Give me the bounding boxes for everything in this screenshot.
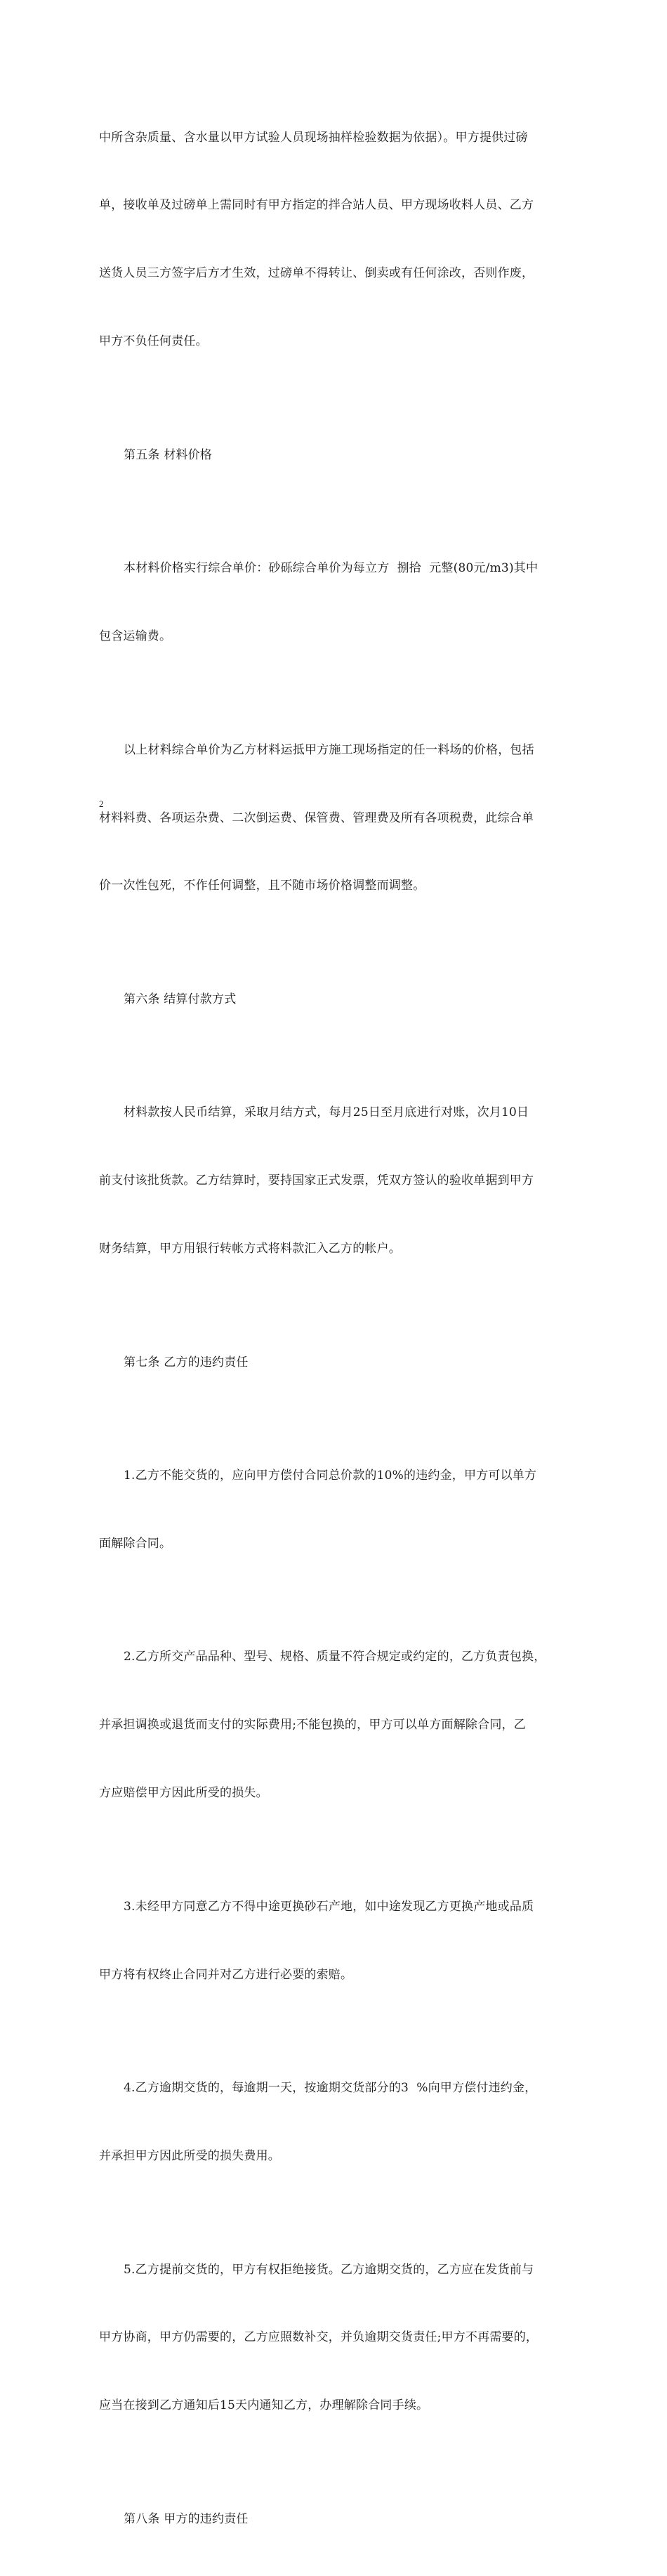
text-line: 本材料价格实行综合单价：砂砾综合单价为每立方 捌拾 元整(80元/m3)其中	[124, 561, 539, 576]
text-line: 第五条 材料价格	[124, 447, 213, 462]
article-5-heading	[99, 398, 571, 511]
paragraph-price-scope	[99, 693, 571, 942]
clause-7-2	[99, 1601, 571, 1850]
text-line: 1.乙方不能交货的，应向甲方偿付合同总价款的10%的违约金，甲方可以单方	[124, 1468, 537, 1483]
paragraph-settlement	[99, 1056, 571, 1306]
text-line: 材料款按人民币结算，采取月结方式，每月25日至月底进行对账，次月10日	[124, 1105, 529, 1120]
text-line: 价一次性包死，不作任何调整，且不随市场价格调整而调整。	[99, 879, 425, 893]
paragraph-unit-price	[99, 512, 571, 693]
paragraph-weighing-rules	[99, 81, 571, 398]
page-number: 2	[99, 799, 104, 809]
text-line: 方应赔偿甲方因此所受的损失。	[99, 1786, 268, 1801]
text-line: 4.乙方逾期交货的，每逾期一天，按逾期交货部分的3 %向甲方偿付违约金，	[124, 2081, 537, 2096]
clause-7-3	[99, 1850, 571, 2031]
text-line: 3.未经甲方同意乙方不得中途更换砂石产地，如中途发现乙方更换产地或品质	[124, 1899, 534, 1914]
text-line: 5.乙方提前交货的，甲方有权拒绝接货。乙方逾期交货的，乙方应在发货前与	[124, 2262, 534, 2277]
text-line: 甲方协商，甲方仍需要的，乙方应照数补交，并负逾期交货责任;甲方不再需要的，	[99, 2330, 539, 2345]
text-line: 包含运输费。	[99, 629, 172, 644]
text-line: 前支付该批货款。乙方结算时，要持国家正式发票，凭双方签认的验收单据到甲方	[99, 1174, 534, 1188]
text-line: 第八条 甲方的违约责任	[124, 2511, 249, 2526]
text-line: 甲方将有权终止合同并对乙方进行必要的索赔。	[99, 1967, 353, 1982]
text-line: 第六条 结算付款方式	[124, 992, 237, 1006]
text-line: 2.乙方所交产品品种、型号、规格、质量不符合规定或约定的，乙方负责包换，	[124, 1650, 546, 1664]
text-line: 材料料费、各项运杂费、二次倒运费、保管费、管理费及所有各项税费，此综合单	[99, 810, 534, 825]
clause-7-4	[99, 2032, 571, 2213]
text-line: 中所含杂质量、含水量以甲方试验人员现场抽样检验数据为依据）。甲方提供过磅	[99, 130, 528, 145]
article-8-heading	[99, 2462, 571, 2575]
document-body	[99, 81, 571, 2576]
text-line: 送货人员三方签字后方才生效，过磅单不得转让、倒卖或有任何涂改，否则作废，	[99, 266, 534, 281]
text-line: 面解除合同。	[99, 1537, 172, 1551]
text-line: 以上材料综合单价为乙方材料运抵甲方施工现场指定的任一料场的价格，包括	[124, 742, 534, 757]
clause-7-5	[99, 2213, 571, 2462]
text-line: 应当在接到乙方通知后15天内通知乙方，办理解除合同手续。	[99, 2398, 429, 2413]
text-line: 并承担调换或退货而支付的实际费用;不能包换的，甲方可以单方面解除合同，乙	[99, 1718, 526, 1733]
text-line: 财务结算，甲方用银行转帐方式将料款汇入乙方的帐户。	[99, 1242, 401, 1256]
text-line: 甲方不负任何责任。	[99, 334, 208, 349]
article-7-heading	[99, 1306, 571, 1419]
text-line: 单，接收单及过磅单上需同时有甲方指定的拌合站人员、甲方现场收料人员、乙方	[99, 198, 534, 213]
text-line: 并承担甲方因此所受的损失费用。	[99, 2149, 280, 2164]
clause-7-1	[99, 1419, 571, 1601]
text-line: 第七条 乙方的违约责任	[124, 1355, 249, 1369]
article-6-heading	[99, 942, 571, 1056]
